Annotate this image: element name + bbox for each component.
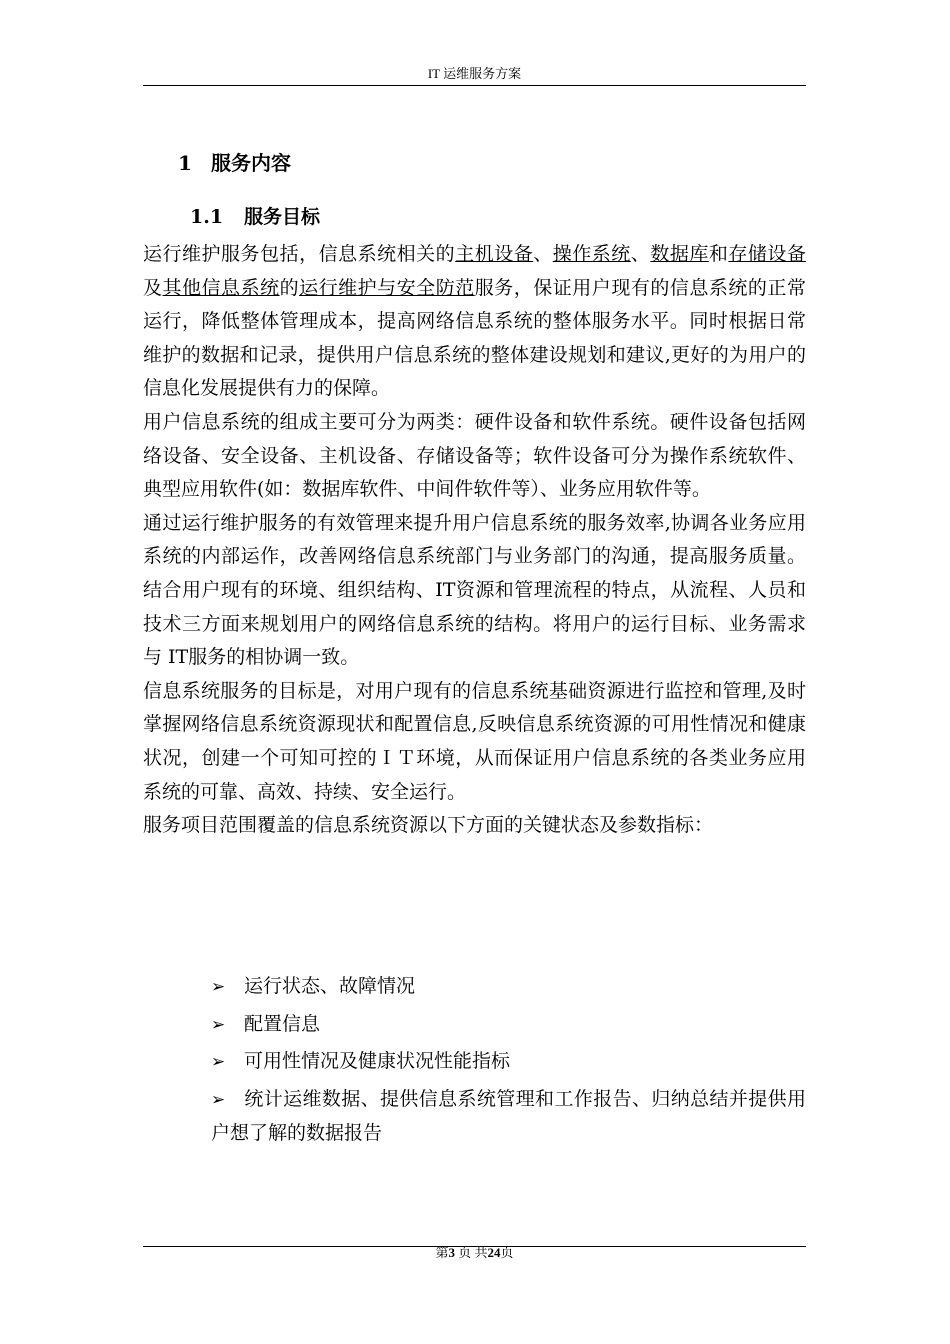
list-item (211, 1083, 806, 1151)
paragraph-4: 信息系统服务的目标是，对用户现有的信息系统基础资源进行监控和管理,及时掌握网络信息系统资源现状和配置信息,反映信息系统资源的可用性情况和健康状况，创建一个可知可控的ＩＴ环境，从而保证用户信息系统的各类业务应用系统的可靠、高效、持续、安全运行。 (143, 679, 806, 803)
underlined-term-other-systems: 其他信息系统 (162, 276, 280, 299)
list-item (211, 970, 806, 1005)
page-header: IT 运维服务方案 (427, 66, 522, 81)
paragraph-2: 用户信息系统的组成主要可分为两类：硬件设备和软件系统。硬件设备包括网络设备、安全设备、主机设备、存储设备等；软件设备可分为操作系统软件、典型应用软件(如：数据库软件、中间件软件等）、业务应用软件等。 (143, 410, 806, 501)
underlined-term-maintenance-security: 运行维护与安全防范 (299, 276, 475, 299)
text-run: 运行维护服务包括，信息系统相关的 (143, 243, 456, 265)
subsection-title: 服务目标 (244, 206, 321, 228)
arrow-bullet-icon: ➢ (211, 1014, 226, 1035)
text-run: 和 (708, 243, 729, 265)
list-item-text: 运行状态、故障情况 (244, 975, 416, 997)
list-item-text: 配置信息 (244, 1012, 321, 1035)
total-page-count: 24 (487, 1245, 501, 1260)
text-run: 及 (143, 276, 163, 299)
arrow-bullet-icon: ➢ (211, 1052, 226, 1073)
footer-prefix: 第 (435, 1245, 449, 1260)
underlined-term-host: 主机设备 (455, 243, 534, 265)
text-run: 服务，保证用户现有的信息系统的正常运行，降低整体管理成本，提高网络信息系统的整体服务水平。同时根据日常维护的数据和记录，提供用户信息系统的整体建设规划和建议,更好的为用户的信息化发展提供有力的保障。 (143, 276, 806, 400)
current-page-number: 3 (448, 1245, 455, 1260)
subsection-number: 1.1 (190, 206, 224, 228)
list-item-text: 可用性情况及健康状况性能指标 (244, 1050, 511, 1073)
arrow-bullet-icon: ➢ (211, 1089, 226, 1110)
page-footer (143, 1244, 806, 1262)
paragraph-5: 服务项目范围覆盖的信息系统资源以下方面的关键状态及参数指标： (143, 814, 714, 837)
subsection-heading (190, 202, 320, 232)
underlined-term-db: 数据库 (650, 243, 709, 265)
arrow-bullet-icon: ➢ (211, 977, 226, 997)
bullet-list (211, 970, 806, 1154)
header-rule (143, 85, 806, 86)
body-text (143, 238, 806, 843)
underlined-term-storage: 存储设备 (728, 243, 806, 265)
section-number: 1 (178, 151, 192, 175)
footer-middle: 页 共 (458, 1245, 488, 1260)
section-heading (178, 148, 291, 178)
paragraph-3: 通过运行维护服务的有效管理来提升用户信息系统的服务效率,协调各业务应用系统的内部运作，改善网络信息系统部门与业务部门的沟通，提高服务质量。结合用户现有的环境、组织结构、IT资源和管理流程的特点，从流程、人员和技术三方面来规划用户的网络信息系统的结构。将用户的运行目标、业务需求与 IT服务的相协调一致。 (143, 511, 806, 669)
footer-suffix: 页 (500, 1245, 514, 1260)
list-item (211, 1008, 806, 1043)
section-title: 服务内容 (211, 151, 291, 175)
paragraph-1 (143, 238, 806, 406)
list-item-text: 统计运维数据、提供信息系统管理和工作报告、归纳总结并提供用户想了解的数据报告 (211, 1087, 806, 1145)
list-item (211, 1045, 806, 1080)
text-run: 的 (279, 276, 300, 299)
underlined-term-os: 操作系统 (552, 243, 631, 265)
text-run: 、 (630, 243, 651, 265)
text-run: 、 (533, 243, 553, 265)
